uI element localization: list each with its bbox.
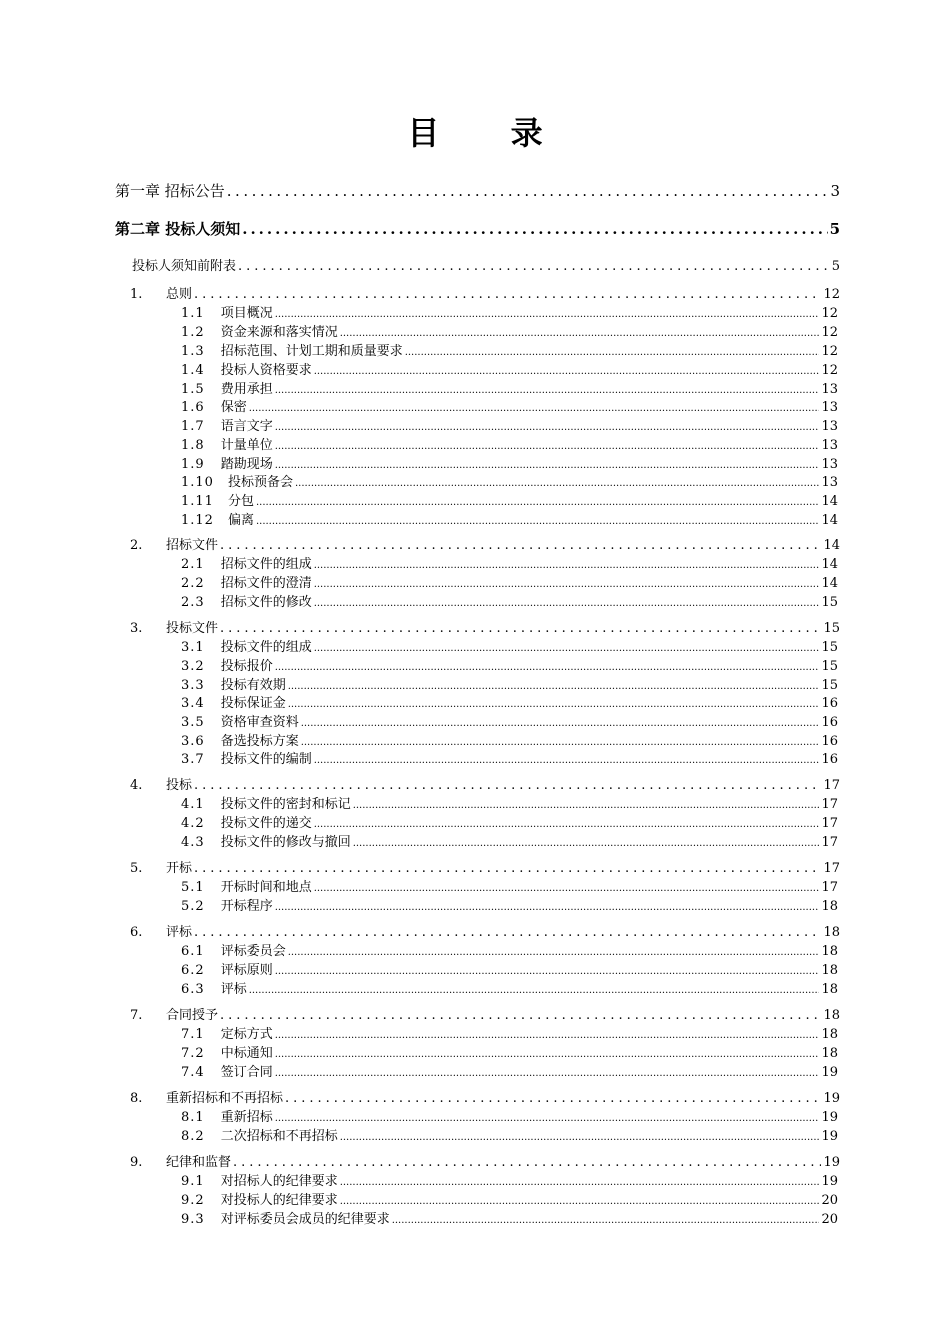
toc-entry-title <box>181 359 312 378</box>
toc-entry[interactable] <box>181 876 838 895</box>
toc-page-number: 20 <box>821 1212 838 1227</box>
toc-entry[interactable] <box>181 1170 838 1189</box>
toc-entry-number: 3.2 <box>181 659 205 674</box>
toc-entry-title <box>181 692 286 711</box>
toc-entry-title <box>181 302 273 321</box>
toc-entry-title <box>181 1061 273 1080</box>
toc-entry-number: 4.2 <box>181 816 205 831</box>
toc-entry-title <box>130 534 218 553</box>
toc-entry-title <box>181 1170 338 1189</box>
toc-entry[interactable] <box>181 1208 838 1227</box>
toc-entry-title <box>130 1087 283 1106</box>
toc-entry-title <box>130 283 192 302</box>
dot-leader <box>275 382 820 397</box>
toc-entry-number: 9. <box>130 1155 143 1170</box>
toc-entry-title <box>130 617 218 636</box>
toc-entry[interactable] <box>181 415 838 434</box>
toc-entry-label: 招标范围、计划工期和质量要求 <box>220 344 403 359</box>
toc-entry-number: 1.10 <box>181 475 214 490</box>
toc-entry[interactable] <box>181 748 838 767</box>
dot-leader <box>194 861 821 876</box>
dot-leader <box>314 880 820 895</box>
toc-page-number: 15 <box>821 659 838 674</box>
toc-page-number: 14 <box>823 538 840 553</box>
toc-entry[interactable] <box>181 636 838 655</box>
toc-entry[interactable] <box>181 340 838 359</box>
toc-entry-title <box>181 453 273 472</box>
toc-entry-title <box>181 730 299 749</box>
toc-entry[interactable] <box>181 591 838 610</box>
toc-entry-number: 1.7 <box>181 419 205 434</box>
toc-entry[interactable] <box>181 1061 838 1080</box>
toc-entry-number: 8.1 <box>181 1110 205 1125</box>
toc-entry-label: 投标文件的编制 <box>220 752 312 767</box>
toc-entry[interactable] <box>181 572 838 591</box>
toc-entry-label: 中标通知 <box>220 1046 273 1061</box>
toc-entry-title <box>181 1125 338 1144</box>
toc-entry-number: 6.1 <box>181 944 205 959</box>
toc-entry[interactable] <box>181 490 838 509</box>
toc-entry-number: 8. <box>130 1091 143 1106</box>
toc-entry-label: 评标原则 <box>220 963 273 978</box>
toc-entry[interactable] <box>130 617 840 636</box>
toc-entry[interactable] <box>115 180 840 201</box>
toc-page-number: 14 <box>821 576 838 591</box>
dot-leader <box>314 576 820 591</box>
toc-page-number: 13 <box>821 457 838 472</box>
toc-entry-label: 语言文字 <box>220 419 273 434</box>
toc-entry-title <box>181 959 273 978</box>
dot-leader <box>340 1193 820 1208</box>
toc-entry[interactable] <box>181 1042 838 1061</box>
toc-entry-label: 投标文件的修改与撤回 <box>220 835 351 850</box>
toc-page-number: 5 <box>829 220 840 238</box>
toc-entry-label: 对评标委员会成员的纪律要求 <box>220 1212 390 1227</box>
dot-leader <box>249 982 820 997</box>
toc-page-number: 13 <box>821 419 838 434</box>
toc-entry-number: 7. <box>130 1008 143 1023</box>
toc-entry-label: 第一章 招标公告 <box>115 182 225 200</box>
dot-leader <box>275 438 820 453</box>
toc-entry-title <box>181 978 247 997</box>
dot-leader <box>275 1046 820 1061</box>
toc-entry-label: 投标预备会 <box>227 475 293 490</box>
toc-entry-number: 3.4 <box>181 696 205 711</box>
toc-entry-label: 对投标人的纪律要求 <box>220 1193 338 1208</box>
toc-entry-number: 9.3 <box>181 1212 205 1227</box>
toc-entry-label: 评标 <box>220 982 247 997</box>
toc-entry-number: 7.2 <box>181 1046 205 1061</box>
toc-entry-number: 2.1 <box>181 557 205 572</box>
toc-page-number: 18 <box>821 899 838 914</box>
toc-entry-label: 纪律和监督 <box>166 1155 232 1170</box>
dot-leader <box>220 538 821 553</box>
toc-entry-label: 招标文件 <box>166 538 219 553</box>
toc-entry-number: 3.5 <box>181 715 205 730</box>
toc-entry[interactable] <box>181 730 838 749</box>
toc-page-number: 5 <box>831 259 840 274</box>
toc-page-number: 15 <box>821 640 838 655</box>
dot-leader <box>314 752 820 767</box>
toc-page-number: 12 <box>823 287 840 302</box>
toc-entry-label: 投标人须知前附表 <box>132 259 237 274</box>
toc-entry[interactable] <box>181 895 838 914</box>
toc-entry-number: 1.4 <box>181 363 205 378</box>
dot-leader <box>275 457 820 472</box>
toc-entry-label: 二次招标和不再招标 <box>220 1129 338 1144</box>
toc-entry-title <box>181 812 312 831</box>
toc-entry-label: 费用承担 <box>220 382 273 397</box>
toc-entry-number: 7.1 <box>181 1027 205 1042</box>
toc-page-number: 13 <box>821 400 838 415</box>
toc-entry-title <box>181 321 338 340</box>
toc-entry-number: 6. <box>130 925 143 940</box>
dot-leader <box>314 363 820 378</box>
dot-leader <box>340 1129 820 1144</box>
toc-entry-label: 定标方式 <box>220 1027 273 1042</box>
toc-page-number: 18 <box>821 982 838 997</box>
toc-entry-title <box>181 1208 390 1227</box>
toc-entry-label: 项目概况 <box>220 306 273 321</box>
dot-leader <box>353 835 820 850</box>
toc-page-number: 19 <box>821 1065 838 1080</box>
dot-leader <box>288 678 820 693</box>
toc-page-number: 3 <box>830 182 840 200</box>
toc-page-number: 19 <box>821 1129 838 1144</box>
toc-entry[interactable] <box>181 302 838 321</box>
toc-entry-label: 偏离 <box>227 513 254 528</box>
toc-page-number: 15 <box>821 678 838 693</box>
toc-entry-number: 3.1 <box>181 640 205 655</box>
dot-leader <box>242 220 827 238</box>
toc-entry[interactable] <box>181 378 838 397</box>
toc-entry-label: 投标 <box>166 778 193 793</box>
toc-page-number: 18 <box>821 1027 838 1042</box>
toc-entry-label: 投标保证金 <box>220 696 286 711</box>
dot-leader <box>227 182 829 200</box>
toc-entry[interactable] <box>181 553 838 572</box>
toc-page-number: 18 <box>823 925 840 940</box>
toc-entry[interactable] <box>130 1004 840 1023</box>
toc-entry-title <box>181 895 273 914</box>
toc-entry-title <box>130 857 192 876</box>
toc-entry-number: 9.1 <box>181 1174 205 1189</box>
toc-entry-title <box>181 591 312 610</box>
toc-entry-label: 分包 <box>227 494 254 509</box>
toc-entry-title <box>181 711 299 730</box>
toc-entry[interactable] <box>132 255 840 274</box>
dot-leader <box>275 1065 820 1080</box>
toc-entry-title <box>181 655 273 674</box>
toc-entry-label: 总则 <box>166 287 193 302</box>
toc-page-number: 13 <box>821 438 838 453</box>
dot-leader <box>295 475 819 490</box>
dot-leader <box>392 1212 820 1227</box>
toc-page-number: 12 <box>821 325 838 340</box>
toc-page-number: 20 <box>821 1193 838 1208</box>
toc-entry-label: 招标文件的组成 <box>220 557 312 572</box>
toc-entry-number: 1.1 <box>181 306 205 321</box>
toc-entry-number: 9.2 <box>181 1193 205 1208</box>
toc-entry[interactable] <box>181 793 838 812</box>
toc-entry-title <box>181 572 312 591</box>
toc-entry-label: 备选投标方案 <box>220 734 299 749</box>
toc-entry-label: 招标文件的修改 <box>220 595 312 610</box>
toc-entry[interactable] <box>130 534 840 553</box>
dot-leader <box>194 778 821 793</box>
dot-leader <box>275 963 820 978</box>
toc-entry-number: 2. <box>130 538 143 553</box>
toc-entry[interactable] <box>181 692 838 711</box>
toc-entry[interactable] <box>181 1106 838 1125</box>
toc-entry-title <box>181 831 351 850</box>
toc-entry[interactable] <box>181 1023 838 1042</box>
toc-page-number: 19 <box>823 1155 840 1170</box>
toc-entry-label: 资格审查资料 <box>220 715 299 730</box>
toc-entry[interactable] <box>181 509 838 528</box>
dot-leader <box>314 595 820 610</box>
toc-page-number: 17 <box>821 797 838 812</box>
toc-entry-label: 计量单位 <box>220 438 273 453</box>
toc-entry-title <box>181 378 273 397</box>
toc-entry-title <box>181 940 286 959</box>
toc-entry-title <box>181 1023 273 1042</box>
dot-leader <box>275 306 820 321</box>
toc-page-number: 17 <box>821 880 838 895</box>
toc-page-number: 14 <box>821 494 838 509</box>
dot-leader <box>275 419 820 434</box>
toc-page-number: 17 <box>821 816 838 831</box>
dot-leader <box>233 1155 821 1170</box>
toc-page-number: 19 <box>821 1110 838 1125</box>
dot-leader <box>314 557 820 572</box>
toc-entry-title <box>181 1106 273 1125</box>
dot-leader <box>275 659 820 674</box>
toc-entry-title <box>181 471 293 490</box>
toc-entry-number: 5. <box>130 861 143 876</box>
toc-entry-number: 6.3 <box>181 982 205 997</box>
dot-leader <box>314 816 820 831</box>
dot-leader <box>275 1027 820 1042</box>
toc-page-number: 18 <box>821 963 838 978</box>
toc-entry-title <box>130 1151 231 1170</box>
page-title: 目 录 <box>407 114 573 152</box>
dot-leader <box>288 944 820 959</box>
toc-entry[interactable] <box>181 959 838 978</box>
toc-page-number: 13 <box>821 475 838 490</box>
toc-page-number: 19 <box>821 1174 838 1189</box>
toc-entry-label: 开标程序 <box>220 899 273 914</box>
toc-page-number: 16 <box>821 734 838 749</box>
dot-leader <box>256 513 819 528</box>
dot-leader <box>340 1174 820 1189</box>
toc-entry-label: 签订合同 <box>220 1065 273 1080</box>
toc-entry[interactable] <box>115 218 840 239</box>
toc-entry-number: 1.5 <box>181 382 205 397</box>
toc-page-number: 13 <box>821 382 838 397</box>
toc-entry[interactable] <box>181 434 838 453</box>
toc-entry-number: 3.6 <box>181 734 205 749</box>
toc-entry-title <box>130 1004 218 1023</box>
toc-entry-number: 1.11 <box>181 494 214 509</box>
dot-leader <box>220 621 821 636</box>
toc-entry-title <box>181 793 351 812</box>
toc-entry-label: 投标文件的递交 <box>220 816 312 831</box>
dot-leader <box>249 400 820 415</box>
toc-entry-label: 评标委员会 <box>220 944 286 959</box>
toc-entry-label: 资金来源和落实情况 <box>220 325 338 340</box>
toc-page-number: 16 <box>821 715 838 730</box>
toc-entry-label: 踏勘现场 <box>220 457 273 472</box>
toc-page-number: 12 <box>821 363 838 378</box>
toc-entry[interactable] <box>181 1189 838 1208</box>
toc-entry[interactable] <box>181 1125 838 1144</box>
toc-entry-number: 3. <box>130 621 143 636</box>
toc-entry-label: 重新招标 <box>220 1110 273 1125</box>
dot-leader <box>288 696 820 711</box>
toc-entry-title <box>115 218 240 239</box>
toc-page-number: 14 <box>821 513 838 528</box>
dot-leader <box>220 1008 821 1023</box>
toc-entry-number: 4.3 <box>181 835 205 850</box>
toc-entry[interactable] <box>181 831 838 850</box>
toc-entry-title <box>115 180 225 201</box>
toc-entry-number: 3.3 <box>181 678 205 693</box>
dot-leader <box>275 1110 820 1125</box>
toc-page-number: 12 <box>821 344 838 359</box>
toc-entry-title <box>181 415 273 434</box>
toc-page-number: 18 <box>823 1008 840 1023</box>
toc-entry[interactable] <box>130 1151 840 1170</box>
toc-page-number: 18 <box>821 944 838 959</box>
toc-entry-label: 投标文件的密封和标记 <box>220 797 351 812</box>
toc-page-number: 17 <box>823 778 840 793</box>
toc-entry-title <box>181 340 403 359</box>
toc-entry-number: 3.7 <box>181 752 205 767</box>
toc-entry-label: 评标 <box>166 925 193 940</box>
dot-leader <box>285 1091 821 1106</box>
toc-entry-label: 重新招标和不再招标 <box>166 1091 284 1106</box>
toc-entry[interactable] <box>181 453 838 472</box>
toc-entry-label: 开标 <box>166 861 193 876</box>
dot-leader <box>314 640 820 655</box>
toc-entry-title <box>181 490 254 509</box>
toc-entry-number: 4. <box>130 778 143 793</box>
toc-entry-number: 4.1 <box>181 797 205 812</box>
toc-entry-title <box>181 553 312 572</box>
toc-entry-title <box>130 774 192 793</box>
toc-entry-number: 2.2 <box>181 576 205 591</box>
dot-leader <box>353 797 820 812</box>
toc-entry-label: 投标有效期 <box>220 678 286 693</box>
dot-leader <box>301 734 820 749</box>
toc-entry-title <box>181 509 254 528</box>
toc-entry-number: 1.2 <box>181 325 205 340</box>
toc-entry[interactable] <box>181 655 838 674</box>
dot-leader <box>405 344 820 359</box>
toc-page-number: 14 <box>821 557 838 572</box>
toc-entry-label: 招标文件的澄清 <box>220 576 312 591</box>
toc-entry-title <box>181 1189 338 1208</box>
toc-entry[interactable] <box>181 812 838 831</box>
toc-entry[interactable] <box>181 321 838 340</box>
dot-leader <box>194 925 821 940</box>
toc-page-number: 15 <box>823 621 840 636</box>
toc-page-number: 17 <box>821 835 838 850</box>
toc-entry-title <box>181 748 312 767</box>
toc-entry-title <box>132 255 236 274</box>
toc-entry[interactable] <box>181 674 838 693</box>
toc-entry-label: 投标人资格要求 <box>220 363 312 378</box>
dot-leader <box>275 899 820 914</box>
toc-page-number: 16 <box>821 696 838 711</box>
toc-entry-title <box>181 876 312 895</box>
toc-entry-title <box>181 1042 273 1061</box>
toc-entry[interactable] <box>130 1087 840 1106</box>
toc-entry-label: 投标文件的组成 <box>220 640 312 655</box>
toc-entry-number: 1.3 <box>181 344 205 359</box>
toc-entry-number: 5.1 <box>181 880 205 895</box>
dot-leader <box>256 494 819 509</box>
toc-page-number: 16 <box>821 752 838 767</box>
toc-entry[interactable] <box>130 283 840 302</box>
toc-entry-number: 5.2 <box>181 899 205 914</box>
dot-leader <box>301 715 820 730</box>
toc-page-number: 12 <box>821 306 838 321</box>
toc-entry-label: 保密 <box>220 400 247 415</box>
toc-entry-label: 合同授予 <box>166 1008 219 1023</box>
toc-entry[interactable] <box>181 978 838 997</box>
toc-entry-number: 1.9 <box>181 457 205 472</box>
toc-entry[interactable] <box>181 359 838 378</box>
toc-entry-title <box>181 434 273 453</box>
toc-entry-number: 1. <box>130 287 143 302</box>
toc-entry-number: 1.12 <box>181 513 214 528</box>
toc-entry-label: 对招标人的纪律要求 <box>220 1174 338 1189</box>
toc-entry[interactable] <box>181 471 838 490</box>
toc-page-number: 19 <box>823 1091 840 1106</box>
toc-entry[interactable] <box>181 940 838 959</box>
toc-entry[interactable] <box>181 396 838 415</box>
toc-entry-title <box>181 636 312 655</box>
dot-leader <box>194 287 821 302</box>
toc-entry-number: 1.8 <box>181 438 205 453</box>
toc-entry-number: 6.2 <box>181 963 205 978</box>
toc-page-number: 15 <box>821 595 838 610</box>
toc-entry-label: 开标时间和地点 <box>220 880 312 895</box>
toc-entry-title <box>181 674 286 693</box>
toc-entry-number: 7.4 <box>181 1065 205 1080</box>
toc-entry[interactable] <box>181 711 838 730</box>
toc-entry-title <box>130 921 192 940</box>
toc-entry-label: 投标报价 <box>220 659 273 674</box>
toc-entry-label: 投标文件 <box>166 621 219 636</box>
toc-entry[interactable] <box>130 857 840 876</box>
toc-entry-number: 1.6 <box>181 400 205 415</box>
toc-page-number: 18 <box>821 1046 838 1061</box>
toc-entry-title <box>181 396 247 415</box>
toc-entry-number: 8.2 <box>181 1129 205 1144</box>
toc-entry-label: 第二章 投标人须知 <box>115 220 241 238</box>
toc-entry[interactable] <box>130 921 840 940</box>
toc-entry-number: 2.3 <box>181 595 205 610</box>
dot-leader <box>238 259 830 274</box>
toc-entry[interactable] <box>130 774 840 793</box>
dot-leader <box>340 325 820 340</box>
toc-page-number: 17 <box>823 861 840 876</box>
